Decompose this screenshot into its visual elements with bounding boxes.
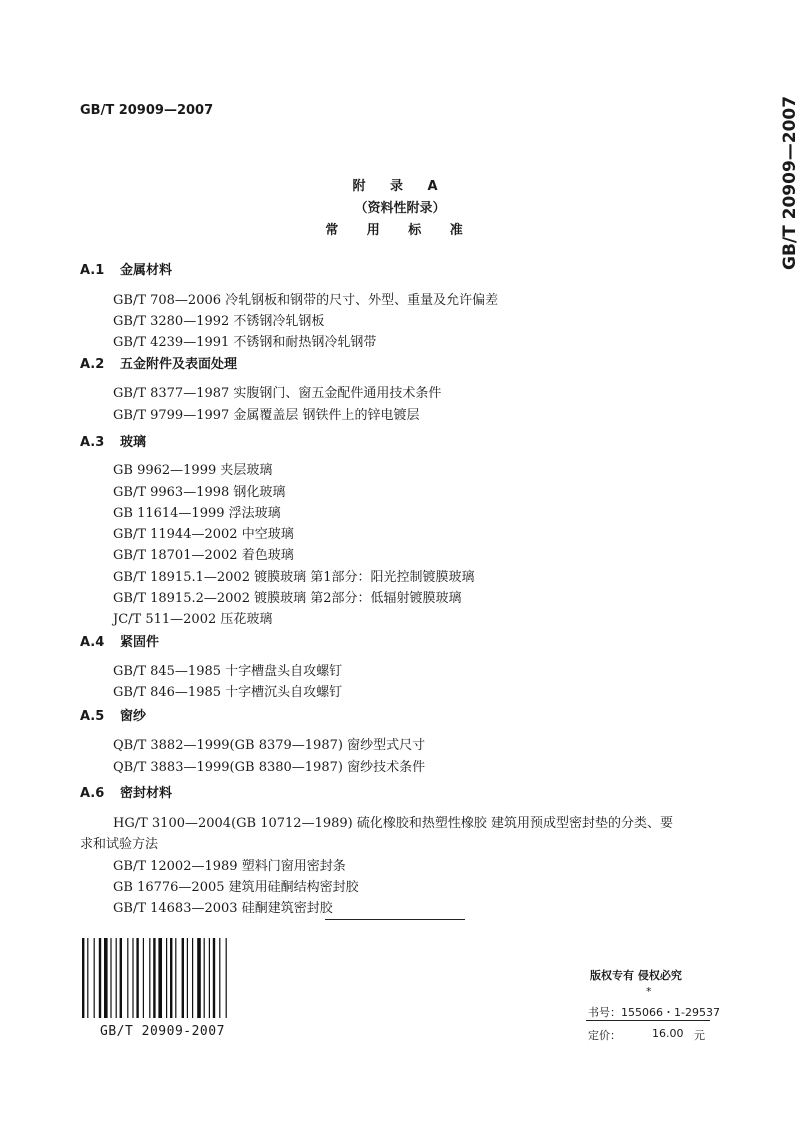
footer-rule <box>586 1020 710 1021</box>
section-a6-heading <box>80 782 172 801</box>
price-value: 16.00 <box>652 1027 684 1040</box>
section-a3-heading <box>80 431 146 450</box>
copyright-notice: 版权专有 侵权必究 <box>590 969 682 982</box>
list-item: GB/T 708—2006 冷轧钢板和钢带的尺寸、外型、重量及允许偏差 <box>113 293 499 308</box>
list-item: GB/T 18701—2002 着色玻璃 <box>113 548 294 563</box>
list-item: GB/T 18915.2—2002 镀膜玻璃 第2部分：低辐射镀膜玻璃 <box>113 591 462 606</box>
star-mark: * <box>646 985 652 998</box>
list-item: GB/T 11944—2002 中空玻璃 <box>113 527 294 542</box>
side-standard-code: GB/T 20909—2007 <box>780 95 800 270</box>
section-title: 窗纱 <box>120 709 147 724</box>
end-rule <box>325 919 465 920</box>
section-number: A.1 <box>80 263 105 278</box>
section-a1-heading <box>80 259 172 278</box>
section-a2-heading <box>80 353 237 372</box>
section-title: 密封材料 <box>120 786 173 801</box>
list-item: GB/T 3280—1992 不锈钢冷轧钢板 <box>113 314 325 329</box>
appendix-heading: 常 用 标 准 <box>325 223 475 238</box>
list-item: GB/T 18915.1—2002 镀膜玻璃 第1部分：阳光控制镀膜玻璃 <box>113 570 475 585</box>
section-title: 金属材料 <box>120 263 173 278</box>
section-number: A.3 <box>80 435 105 450</box>
list-item: GB 16776—2005 建筑用硅酮结构密封胶 <box>113 880 359 895</box>
list-item: QB/T 3883—1999(GB 8380—1987) 窗纱技术条件 <box>113 760 426 775</box>
appendix-title: 附 录 A <box>352 179 448 194</box>
barcode-number: GB/T 20909-2007 <box>100 1024 225 1039</box>
price-label: 定价： <box>588 1029 621 1042</box>
list-item: GB/T 8377—1987 实腹钢门、窗五金配件通用技术条件 <box>113 386 442 401</box>
list-item: JC/T 511—2002 压花玻璃 <box>113 612 273 627</box>
section-a4-heading <box>80 631 159 650</box>
section-title: 玻璃 <box>120 435 147 450</box>
barcode-icon <box>80 938 260 1018</box>
list-item: GB/T 9963—1998 钢化玻璃 <box>113 485 286 500</box>
list-item-continuation: 求和试验方法 <box>80 837 159 852</box>
section-number: A.4 <box>80 635 105 650</box>
section-number: A.5 <box>80 709 105 724</box>
appendix-subtitle: （资料性附录） <box>354 201 446 216</box>
list-item: QB/T 3882—1999(GB 8379—1987) 窗纱型式尺寸 <box>113 738 426 753</box>
list-item: GB 11614—1999 浮法玻璃 <box>113 506 281 521</box>
section-number: A.6 <box>80 786 105 801</box>
list-item: GB/T 4239—1991 不锈钢和耐热钢冷轧钢带 <box>113 335 377 350</box>
list-item: GB/T 845—1985 十字槽盘头自攻螺钉 <box>113 664 343 679</box>
list-item: GB/T 14683—2003 硅酮建筑密封胶 <box>113 901 333 916</box>
section-a5-heading <box>80 705 146 724</box>
list-item: GB/T 846—1985 十字槽沉头自攻螺钉 <box>113 685 343 700</box>
book-number: 书号：155066・1-29537 <box>588 1006 720 1019</box>
list-item: GB 9962—1999 夹层玻璃 <box>113 463 273 478</box>
section-title: 五金附件及表面处理 <box>120 357 238 372</box>
list-item: HG/T 3100—2004(GB 10712—1989) 硫化橡胶和热塑性橡胶 建筑用预成型密封垫的分类、要 <box>113 816 673 831</box>
price-unit: 元 <box>694 1029 705 1042</box>
header-standard-code: GB/T 20909—2007 <box>80 103 214 118</box>
section-title: 紧固件 <box>120 635 160 650</box>
list-item: GB/T 12002—1989 塑料门窗用密封条 <box>113 859 346 874</box>
list-item: GB/T 9799—1997 金属覆盖层 钢铁件上的锌电镀层 <box>113 408 420 423</box>
section-number: A.2 <box>80 357 105 372</box>
